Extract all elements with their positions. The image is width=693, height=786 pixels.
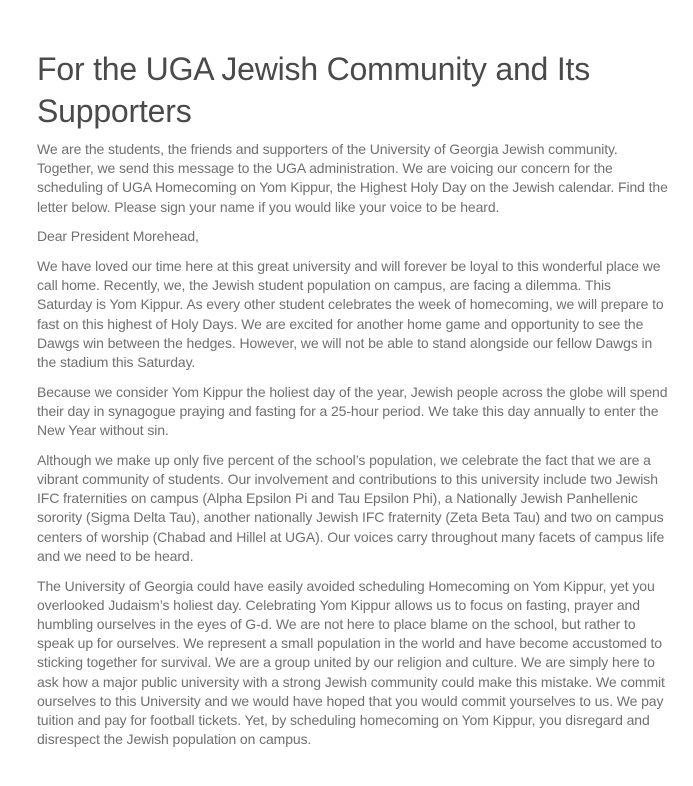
letter-paragraph-1: We have loved our time here at this great university and will forever be loyal to this wonderful place we call home. Recently, we, the Jewish student population on campus, are facing a dilemma. This Saturday is Yom Kippur. As every other student celebrates the week of homecoming, we will prepare to fast on this highest of Holy Days. We are excited for another home game and opportunity to see the Dawgs win between the hedges. However, we will not be able to stand alongside our fellow Dawgs in the stadium this Saturday. [37,258,664,371]
letter-paragraph-3: Although we make up only five percent of the school’s population, we celebrate the fact that we are a vibrant community of students. Our involvement and contributions to this university include two Jewish IFC fraternities on campus (Alpha Epsilon Pi and Tau Epsilon Phi), a Nationally Jewish Panhellenic sorority (Sigma Delta Tau), another nationally Jewish IFC fraternity (Zeta Beta Tau) and two on campus centers of worship (Chabad and Hillel at UGA). Our voices carry throughout many facets of campus life and we need to be heard. [37,451,665,564]
intro-paragraph: We are the students, the friends and supporters of the University of Georgia Jewish community. Together, we send this message to the UGA administration. We are voicing our concern for the scheduling of UGA Homecoming on Yom Kippur, the Highest Holy Day on the Jewish calendar. Find the letter below. Please sign your name if you would like your voice to be heard. [37,141,668,215]
petition-article [37,48,669,760]
page-title: For the UGA Jewish Community and Its Supporters [37,51,591,129]
letter-salutation: Dear President Morehead, [37,228,199,245]
letter-paragraph-2: Because we consider Yom Kippur the holiest day of the year, Jewish people across the globe will spend their day in synagogue praying and fasting for a 25-hour period. We take this day annually to enter the New Year without sin. [37,383,668,439]
letter-paragraph-4: The University of Georgia could have easily avoided scheduling Homecoming on Yom Kippur, yet you overlooked Judaism’s holiest day. Celebrating Yom Kippur allows us to focus on fasting, prayer and humbling ourselves in the eyes of G-d. We are not here to place blame on the school, but rather to speak up for ourselves. We represent a small population in the world and have become accustomed to sticking together for survival. We are a group united by our religion and culture. We are simply here to ask how a major public university with a strong Jewish community could make this mistake. We commit ourselves to this University and we would have hoped that you would commit yourselves to us. We pay tuition and pay for football tickets. Yet, by scheduling homecoming on Yom Kippur, you disregard and disrespect the Jewish population on campus. [37,577,665,748]
